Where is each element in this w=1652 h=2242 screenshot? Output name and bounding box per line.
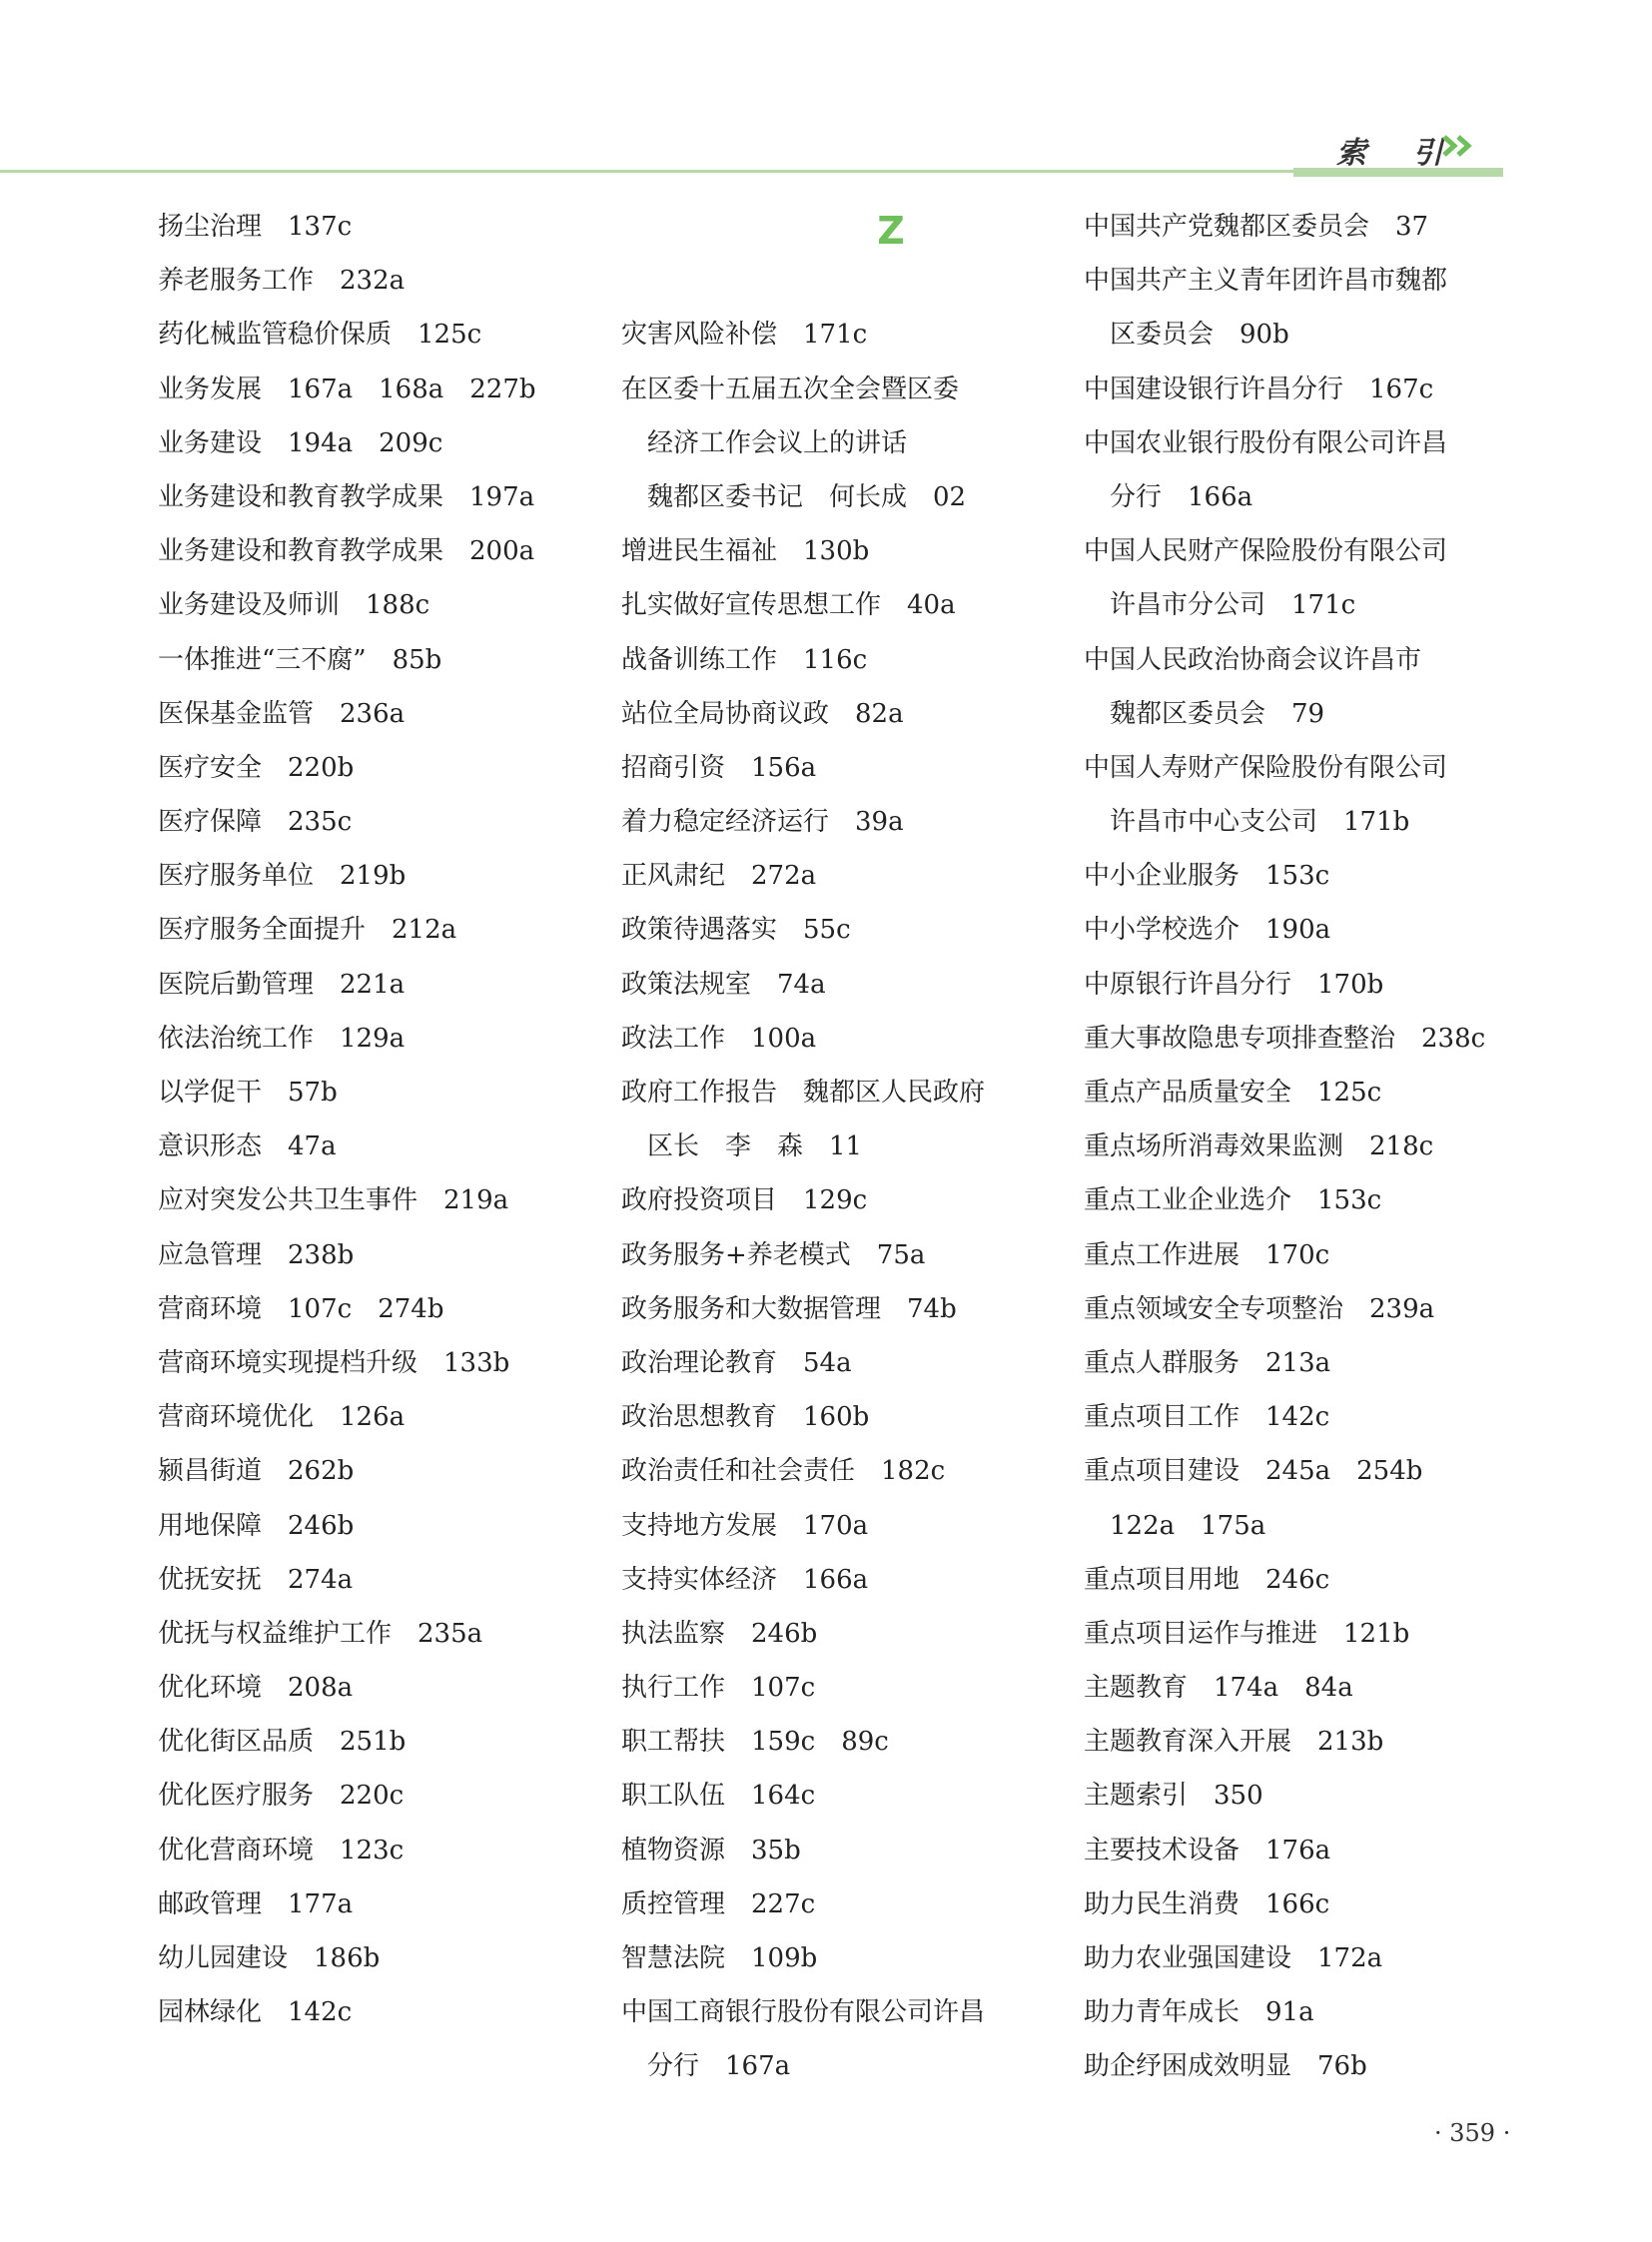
index-entry: 质控管理 227c xyxy=(621,1888,816,1919)
index-entry: 用地保障 246b xyxy=(158,1510,355,1541)
index-entry: 医院后勤管理 221a xyxy=(158,969,406,1000)
index-entry: 重点场所消毒效果监测 218c xyxy=(1084,1131,1434,1162)
index-entry: 依法治统工作 129a xyxy=(158,1023,406,1054)
index-entry: 颍昌街道 262b xyxy=(158,1456,355,1487)
index-entry: 扬尘治理 137c xyxy=(158,212,353,242)
header-rule xyxy=(0,170,1498,173)
index-entry: 应对突发公共卫生事件 219a xyxy=(158,1185,509,1216)
index-entry: 政治理论教育 54a xyxy=(621,1347,852,1378)
index-entry: 区长 李 森 11 xyxy=(647,1131,863,1162)
index-entry: 医疗服务单位 219b xyxy=(158,861,407,892)
index-entry: 重点领域安全专项整治 239a xyxy=(1084,1293,1435,1324)
index-entry: 营商环境实现提档升级 133b xyxy=(158,1347,510,1378)
index-entry: 优化环境 208a xyxy=(158,1673,354,1704)
index-entry: 中国人寿财产保险股份有限公司 xyxy=(1084,752,1448,783)
index-entry: 许昌市分公司 171c xyxy=(1110,590,1356,621)
index-entry: 重点项目用地 246c xyxy=(1084,1564,1330,1595)
index-entry: 中国共产党魏都区委员会 37 xyxy=(1084,212,1429,242)
section-letter: Z xyxy=(877,209,905,253)
index-entry: 优化街区品质 251b xyxy=(158,1727,407,1758)
index-entry: 优抚与权益维护工作 235a xyxy=(158,1618,483,1649)
index-entry: 邮政管理 177a xyxy=(158,1888,354,1919)
index-entry: 业务建设及师训 188c xyxy=(158,590,430,621)
index-entry: 医疗服务全面提升 212a xyxy=(158,915,457,946)
index-entry: 支持实体经济 166a xyxy=(621,1564,869,1595)
index-entry: 122a 175a xyxy=(1110,1510,1266,1541)
index-entry: 助力青年成长 91a xyxy=(1084,1997,1314,2028)
index-entry: 中小学校选介 190a xyxy=(1084,915,1331,946)
index-entry: 重点工业企业选介 153c xyxy=(1084,1185,1382,1216)
index-entry: 政法工作 100a xyxy=(621,1023,817,1054)
index-entry: 中国工商银行股份有限公司许昌 xyxy=(621,1997,986,2028)
index-entry: 战备训练工作 116c xyxy=(621,644,868,675)
index-entry: 重点产品质量安全 125c xyxy=(1084,1078,1382,1108)
index-entry: 执行工作 107c xyxy=(621,1673,816,1704)
index-entry: 经济工作会议上的讲话 xyxy=(647,427,908,458)
index-entry: 支持地方发展 170a xyxy=(621,1510,869,1541)
index-entry: 医疗安全 220b xyxy=(158,752,355,783)
index-entry: 执法监察 246b xyxy=(621,1618,818,1649)
index-entry: 营商环境优化 126a xyxy=(158,1402,406,1433)
index-entry: 政府投资项目 129c xyxy=(621,1185,868,1216)
index-entry: 分行 167a xyxy=(647,2051,791,2082)
double-chevron-right-icon xyxy=(1440,134,1480,158)
index-entry: 主题索引 350 xyxy=(1084,1781,1263,1812)
index-entry: 政治责任和社会责任 182c xyxy=(621,1456,946,1487)
index-entry: 园林绿化 142c xyxy=(158,1997,353,2028)
index-entry: 招商引资 156a xyxy=(621,752,817,783)
index-entry: 分行 166a xyxy=(1110,481,1253,512)
index-entry: 在区委十五届五次全会暨区委 xyxy=(621,374,960,404)
index-entry: 政策法规室 74a xyxy=(621,969,826,1000)
index-entry: 主题教育深入开展 213b xyxy=(1084,1727,1384,1758)
index-entry: 智慧法院 109b xyxy=(621,1943,818,1974)
index-entry: 优抚安抚 274a xyxy=(158,1564,354,1595)
index-entry: 植物资源 35b xyxy=(621,1835,801,1866)
index-entry: 营商环境 107c 274b xyxy=(158,1293,444,1324)
index-entry: 中国共产主义青年团许昌市魏都 xyxy=(1084,266,1448,297)
index-entry: 助力民生消费 166c xyxy=(1084,1888,1330,1919)
index-entry: 业务建设和教育教学成果 197a xyxy=(158,481,535,512)
index-entry: 魏都区委员会 79 xyxy=(1110,698,1325,729)
index-entry: 区委员会 90b xyxy=(1110,320,1289,351)
index-entry: 重点项目建设 245a 254b xyxy=(1084,1456,1423,1487)
index-entry: 意识形态 47a xyxy=(158,1131,337,1162)
index-entry: 重点工作进展 170c xyxy=(1084,1239,1330,1270)
index-entry: 医保基金监管 236a xyxy=(158,698,406,729)
index-entry: 优化医疗服务 220c xyxy=(158,1781,405,1812)
index-entry: 着力稳定经济运行 39a xyxy=(621,807,904,838)
index-entry: 中国人民政治协商会议许昌市 xyxy=(1084,644,1422,675)
index-entry: 政府工作报告 魏都区人民政府 xyxy=(621,1078,986,1109)
index-entry: 优化营商环境 123c xyxy=(158,1835,405,1866)
index-entry: 中原银行许昌分行 170b xyxy=(1084,969,1384,1000)
index-entry: 主要技术设备 176a xyxy=(1084,1835,1331,1866)
index-entry: 重大事故隐患专项排查整治 238c xyxy=(1084,1023,1486,1054)
index-entry: 中国农业银行股份有限公司许昌 xyxy=(1084,427,1448,458)
index-column-2 xyxy=(621,207,1081,2101)
index-entry: 助力农业强国建设 172a xyxy=(1084,1943,1383,1973)
index-entry: 政治思想教育 160b xyxy=(621,1402,870,1433)
index-entry: 业务建设和教育教学成果 200a xyxy=(158,536,535,567)
index-entry: 政务服务+养老模式 75a xyxy=(621,1239,926,1270)
index-entry: 业务发展 167a 168a 227b xyxy=(158,374,536,404)
index-entry: 政务服务和大数据管理 74b xyxy=(621,1293,957,1324)
index-entry: 扎实做好宣传思想工作 40a xyxy=(621,590,956,621)
index-entry: 职工队伍 164c xyxy=(621,1781,816,1812)
index-entry: 应急管理 238b xyxy=(158,1239,355,1270)
index-entry: 重点项目运作与推进 121b xyxy=(1084,1618,1410,1649)
index-entry: 魏都区委书记 何长成 02 xyxy=(647,481,967,512)
index-column-3 xyxy=(1084,207,1503,2101)
index-entry: 中国建设银行许昌分行 167c xyxy=(1084,374,1434,404)
index-entry: 一体推进“三不腐” 85b xyxy=(158,644,442,675)
index-entry: 业务建设 194a 209c xyxy=(158,427,443,458)
index-entry: 政策待遇落实 55c xyxy=(621,915,851,946)
index-entry: 幼儿园建设 186b xyxy=(158,1943,381,1973)
index-entry: 重点人群服务 213a xyxy=(1084,1347,1331,1378)
index-entry: 灾害风险补偿 171c xyxy=(621,320,868,351)
index-entry: 助企纾困成效明显 76b xyxy=(1084,2051,1367,2082)
index-entry: 许昌市中心支公司 171b xyxy=(1110,807,1410,838)
index-entry: 中小企业服务 153c xyxy=(1084,861,1330,892)
index-column-1 xyxy=(158,207,617,2046)
index-entry: 重点项目工作 142c xyxy=(1084,1402,1330,1433)
index-entry: 站位全局协商议政 82a xyxy=(621,698,904,729)
index-entry: 养老服务工作 232a xyxy=(158,266,406,297)
index-entry: 职工帮扶 159c 89c xyxy=(621,1727,889,1758)
page-number: · 359 · xyxy=(1434,2119,1511,2147)
index-entry: 增进民生福祉 130b xyxy=(621,536,870,567)
index-entry: 以学促干 57b xyxy=(158,1078,338,1108)
index-entry: 药化械监管稳价保质 125c xyxy=(158,320,482,351)
index-entry: 主题教育 174a 84a xyxy=(1084,1673,1353,1704)
running-header-title: 索 引 xyxy=(1336,136,1461,171)
index-entry: 中国人民财产保险股份有限公司 xyxy=(1084,536,1448,567)
index-entry: 医疗保障 235c xyxy=(158,807,353,838)
index-entry: 正风肃纪 272a xyxy=(621,861,817,892)
